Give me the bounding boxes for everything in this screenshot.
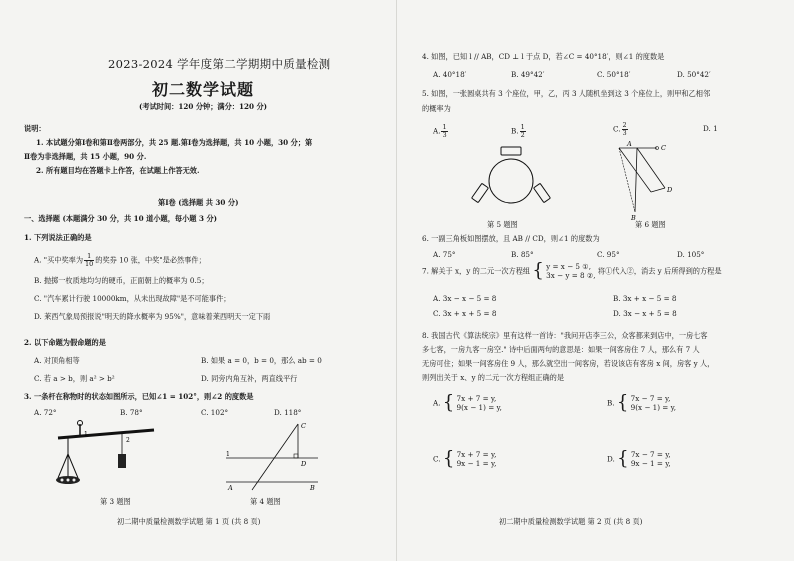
q7-stem-post: 将①代入②，消去 y 后所得到的方程是	[597, 266, 722, 276]
exam-info: (考试时间：120 分钟；满分：120 分)	[139, 102, 268, 111]
q6-stem: 6. 一副三角板如图摆放，且 AB // CD，则∠1 的度数为	[422, 234, 600, 243]
q7-stem-pre: 7. 解关于 x，y 的二元一次方程组	[422, 266, 531, 276]
exam-header: 2023-2024 学年度第二学期期中质量检测	[108, 57, 331, 71]
q7-brace: {	[532, 259, 544, 282]
q3-option-b: B. 78°	[120, 408, 143, 417]
svg-text:1: 1	[84, 431, 88, 438]
q7-stem	[422, 259, 722, 282]
q7-option-d: D. 3x − x + 5 = 8	[613, 309, 677, 318]
q1-stem: 1. 下列说法正确的是	[24, 233, 92, 242]
figure-6-triangles	[607, 140, 687, 220]
q1-a-fraction: $\frac{1}{10}$	[85, 252, 94, 268]
q4-option-b: B. 49°42′	[511, 70, 545, 79]
q8-line-1: 8. 我国古代《算法统宗》里有这样一首诗："我问开店李三公，众客都来到店中，一房七客	[422, 331, 708, 340]
section-1-title: 第Ⅰ卷 (选择题 共 30 分)	[158, 198, 239, 207]
q4-stem: 4. 如图，已知 l // AB，CD ⊥ l 于点 D，若∠C = 40°18′，则∠1 的度数是	[422, 52, 665, 61]
q6-option-c: C. 95°	[597, 250, 620, 259]
fig6-label-d: D	[667, 186, 673, 194]
q5-option-c: C. $\frac{2}{3}$	[613, 121, 627, 137]
figure-6-caption: 第 6 题图	[635, 220, 666, 229]
note-1a: 1. 本试题分第Ⅰ卷和第Ⅱ卷两部分，共 25 题.第Ⅰ卷为选择题，共 10 小题，30 分；第	[36, 138, 313, 147]
notes-title: 说明：	[24, 124, 46, 133]
q1-option-a	[34, 253, 206, 268]
q8-line-3: 无房可住；如果一间客房住 9 人，那么就空出一间客房，若设该店有客房 x 间，房客 y 人，	[422, 359, 715, 368]
figure-4-caption: 第 4 题图	[250, 497, 281, 506]
page-2	[397, 0, 794, 561]
q1-option-b: B. 抛掷一枚质地均匀的硬币，正面朝上的概率为 0.5；	[34, 276, 209, 285]
q7-option-c: C. 3x + x + 5 = 8	[433, 309, 497, 318]
figure-3-caption: 第 3 题图	[100, 497, 131, 506]
q7-eq-1: y = x − 5 ①,	[546, 262, 592, 271]
q5-stem-2: 的概率为	[422, 104, 451, 113]
q8-option-d: D. { 7x − 7 = y, 9x − 1 = y,	[607, 447, 671, 470]
q1-a-post: 的奖券 10 张，中奖"是必然事件；	[95, 255, 206, 265]
q5-c-fraction: $\frac{2}{3}$	[622, 121, 627, 137]
page-2-footer: 初二期中质量检测数学试题 第 2 页 (共 8 页)	[499, 517, 643, 526]
figure-5-caption: 第 5 题图	[487, 220, 518, 229]
note-2: 2. 所有题目均在答题卡上作答，在试题上作答无效.	[36, 166, 200, 175]
page-1-footer: 初二期中质量检测数学试题 第 1 页 (共 8 页)	[117, 517, 261, 526]
figure-5-round-table	[467, 145, 577, 217]
q7-option-a: A. 3x − x − 5 = 8	[433, 294, 497, 303]
q4-option-a: A. 40°18′	[433, 70, 467, 79]
fig6-label-b: B	[631, 214, 636, 222]
q8-option-a: A. { 7x + 7 = y, 9(x − 1) = y,	[433, 391, 502, 414]
q8-line-2: 多七客，一房九客一房空." 诗中后面两句的意思是：如果一间客房住 7 人，那么有 7 人	[422, 345, 700, 354]
q3-option-c: C. 102°	[201, 408, 229, 417]
q4-option-d: D. 50°42′	[677, 70, 711, 79]
q2-option-b: B. 如果 a = 0，b = 0，那么 ab = 0	[201, 356, 322, 365]
q6-option-d: D. 105°	[677, 250, 705, 259]
q5-option-a: A. $\frac{1}{3}$	[433, 123, 447, 139]
q3-option-d: D. 118°	[274, 408, 302, 417]
q8-option-b: B. { 7x − 7 = y, 9(x − 1) = y,	[607, 391, 677, 414]
q6-option-b: B. 85°	[511, 250, 534, 259]
q1-a-pre: A. "买中奖率为	[34, 255, 84, 265]
q4-option-c: C. 50°18′	[597, 70, 631, 79]
q3-stem: 3. 一条杆在称物时的状态如图所示，已知∠1 = 102°，则∠2 的度数是	[24, 392, 254, 401]
q5-stem-1: 5. 如图，一张圆桌共有 3 个座位，甲，乙，丙 3 人随机坐到这 3 个座位上，则甲和乙相邻	[422, 89, 711, 98]
q8-option-c: C. { 7x + 7 = y, 9x − 1 = y,	[433, 447, 497, 470]
q7-option-b: B. 3x + x − 5 = 8	[613, 294, 677, 303]
fig6-label-c: C	[661, 144, 666, 152]
q8-line-4: 则列出关于 x、y 的二元一次方程组正确的是	[422, 373, 565, 382]
svg-text:2: 2	[126, 437, 130, 444]
q5-b-fraction: $\frac{1}{2}$	[520, 123, 525, 139]
q2-option-a: A. 对顶角相等	[34, 356, 80, 365]
q5-option-b: B. $\frac{1}{2}$	[511, 123, 525, 139]
q3-option-a: A. 72°	[34, 408, 57, 417]
q6-option-a: A. 75°	[433, 250, 456, 259]
q2-stem: 2. 以下命题为假命题的是	[24, 338, 106, 347]
q7-eq-2: 3x − y = 8 ②,	[546, 271, 596, 280]
q5-a-fraction: $\frac{1}{3}$	[442, 123, 447, 139]
figure-4-geometry	[222, 420, 322, 492]
q1-option-d: D. 莱西气象局预报说"明天的降水概率为 95%"，意味着莱西明天一定下雨	[34, 312, 271, 321]
figure-3-steelyard	[50, 420, 160, 492]
fig4-label-a: A	[228, 484, 233, 492]
q5-option-d: D. 1	[703, 124, 718, 133]
fig4-label-c: C	[301, 422, 306, 430]
fig4-label-b: B	[310, 484, 315, 492]
q2-option-d: D. 同旁内角互补，两直线平行	[201, 374, 298, 383]
fig6-label-a: A	[627, 140, 632, 148]
fig4-label-1: 1	[226, 451, 230, 458]
section-1-desc: 一、选择题 (本题满分 30 分，共 10 道小题，每小题 3 分)	[24, 214, 218, 223]
q2-option-c: C. 若 a > b，则 a² > b²	[34, 374, 115, 383]
q7-system	[546, 262, 595, 280]
exam-title: 初二数学试题	[152, 80, 255, 99]
fig4-label-d: D	[301, 460, 307, 468]
note-1b: Ⅱ卷为非选择题，共 15 小题，90 分.	[24, 152, 147, 161]
q1-option-c: C. "汽车累计行驶 10000km，从未出现故障"是不可能事件；	[34, 294, 231, 303]
